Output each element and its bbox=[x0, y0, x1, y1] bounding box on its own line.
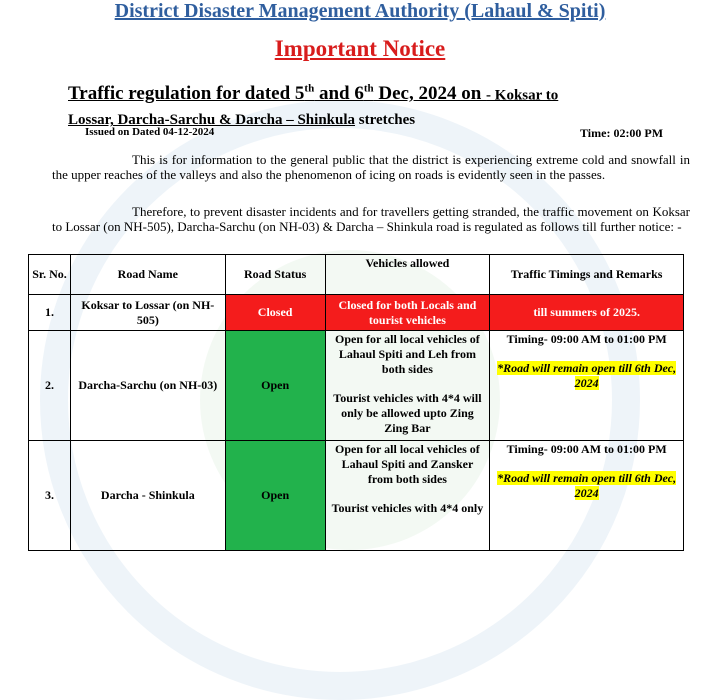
row3-vehicles-local: Open for all local vehicles of Lahaul Spiti and Zansker from both sides bbox=[335, 442, 480, 486]
row3-timing: Timing- 09:00 AM to 01:00 PM bbox=[506, 442, 667, 456]
paragraph-info bbox=[52, 152, 690, 182]
authority-title: District Disaster Management Authority (Lahaul & Spiti) bbox=[114, 0, 606, 22]
header-timings-remarks: Traffic Timings and Remarks bbox=[490, 255, 684, 295]
row1-vehicles: Closed for both Locals and tourist vehicles bbox=[325, 295, 490, 331]
notice-heading: Important Notice bbox=[274, 36, 446, 61]
row3-status-open: Open bbox=[225, 441, 325, 551]
row1-timing: till summers of 2025. bbox=[490, 295, 684, 331]
row2-timing-cell bbox=[490, 331, 684, 441]
row2-remark-highlight: *Road will remain open till 6th Dec, 2024 bbox=[497, 361, 677, 390]
route-line-1: - Koksar to bbox=[486, 87, 559, 104]
row2-vehicles-tourist: Tourist vehicles with 4*4 will only be allowed upto Zing Zing Bar bbox=[333, 391, 482, 435]
row3-vehicles bbox=[325, 441, 490, 551]
table-row bbox=[29, 295, 684, 331]
row2-vehicles bbox=[325, 331, 490, 441]
row3-remark-highlight: *Road will remain open till 6th Dec, 2024 bbox=[497, 471, 677, 500]
table-row bbox=[29, 331, 684, 441]
sup-th-2: th bbox=[363, 83, 374, 95]
header-road-status: Road Status bbox=[225, 255, 325, 295]
table-header-row bbox=[29, 255, 684, 295]
subject-mid: and 6 bbox=[314, 83, 364, 105]
issued-date: Issued on Dated 04-12-2024 bbox=[85, 126, 215, 138]
sup-th-1: th bbox=[304, 83, 315, 95]
para2-text: Therefore, to prevent disaster incidents and for travellers getting stranded, the traffic movement on Koksar to Lossar (on NH-505), Darcha-Sarchu (on NH-03) & Darcha – Shinkula road is regulated as follows till further notice: - bbox=[52, 204, 690, 234]
row2-sr: 2. bbox=[29, 331, 71, 441]
row2-road: Darcha-Sarchu (on NH-03) bbox=[70, 331, 225, 441]
issued-time: Time: 02:00 PM bbox=[580, 126, 664, 140]
row3-road: Darcha - Shinkula bbox=[70, 441, 225, 551]
header-vehicles-allowed: Vehicles allowed bbox=[325, 255, 490, 295]
route-line-2: Lossar, Darcha-Sarchu & Darcha – Shinkula bbox=[68, 112, 356, 129]
row1-status-closed: Closed bbox=[225, 295, 325, 331]
subject-heading bbox=[68, 78, 668, 132]
table-row bbox=[29, 441, 684, 551]
row1-road: Koksar to Lossar (on NH-505) bbox=[70, 295, 225, 331]
row3-timing-cell bbox=[490, 441, 684, 551]
row2-vehicles-local: Open for all local vehicles of Lahaul Spiti and Leh from both sides bbox=[335, 332, 480, 376]
row2-status-open: Open bbox=[225, 331, 325, 441]
row2-timing: Timing- 09:00 AM to 01:00 PM bbox=[506, 332, 667, 346]
route-tail: stretches bbox=[355, 112, 416, 129]
header-road-name: Road Name bbox=[70, 255, 225, 295]
row3-vehicles-tourist: Tourist vehicles with 4*4 only bbox=[331, 501, 484, 515]
subject-suffix: Dec, 2024 on bbox=[373, 83, 487, 105]
traffic-regulation-table bbox=[28, 254, 684, 551]
para1-text: This is for information to the general public that the district is experiencing extreme cold and snowfall in the upper reaches of the valleys and also the phenomenon of icing on roads is evidently seen in the passes. bbox=[52, 152, 690, 182]
row1-sr: 1. bbox=[29, 295, 71, 331]
paragraph-regulation bbox=[52, 204, 690, 234]
subject-prefix: Traffic regulation for dated 5 bbox=[68, 83, 305, 105]
header-sr-no: Sr. No. bbox=[29, 255, 71, 295]
row3-sr: 3. bbox=[29, 441, 71, 551]
